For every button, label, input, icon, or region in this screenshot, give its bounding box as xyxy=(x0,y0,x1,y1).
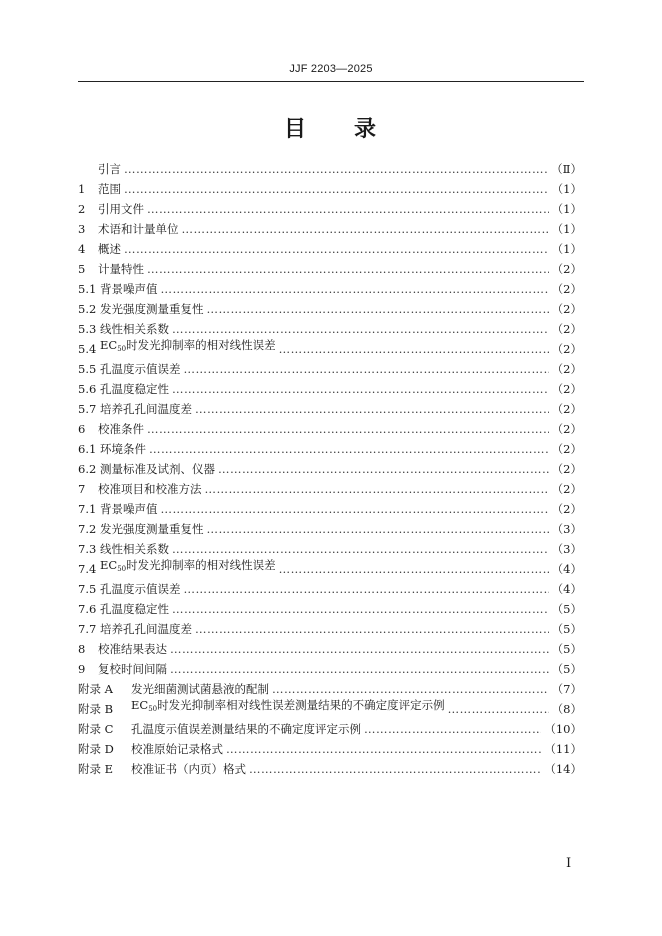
toc-entry-page: （5） xyxy=(551,602,582,616)
toc-entry-title xyxy=(98,419,144,439)
toc-entry[interactable] xyxy=(78,419,582,439)
toc-entry-number: 6 xyxy=(78,422,86,436)
toc-entry-title-text: EC xyxy=(100,338,118,352)
toc-entry[interactable] xyxy=(78,479,582,499)
toc-leader-dots xyxy=(172,599,549,619)
toc-entry[interactable] xyxy=(78,399,582,419)
toc-entry[interactable] xyxy=(78,339,582,359)
toc-leader-dots xyxy=(182,219,549,239)
toc-entry-number: 6.2 xyxy=(78,462,97,476)
toc-entry-number: 9 xyxy=(78,662,86,676)
toc-entry-page: （2） xyxy=(551,382,582,396)
toc-entry-title-text: 孔温度示值误差测量结果的不确定度评定示例 xyxy=(131,722,361,736)
toc-entry-number: 5 xyxy=(78,262,86,276)
toc-leader-dots xyxy=(170,639,549,659)
toc-entry-title xyxy=(100,499,158,519)
toc-entry-title xyxy=(100,579,181,599)
toc-entry-number: 5.5 xyxy=(78,362,97,376)
toc-entry-page: （2） xyxy=(551,502,582,516)
toc-entry[interactable] xyxy=(78,439,582,459)
toc-entry-title-text: 孔温度示值误差 xyxy=(100,362,181,376)
toc-entry-number: 7.6 xyxy=(78,602,97,616)
toc-entry-page: （2） xyxy=(551,422,582,436)
toc-entry-title-text: EC xyxy=(100,558,118,572)
toc-entry-title xyxy=(100,399,192,419)
toc-entry-title-text: 孔温度示值误差 xyxy=(100,582,181,596)
toc-entry-page: （5） xyxy=(551,662,582,676)
toc-entry-title-text: 校准项目和校准方法 xyxy=(98,482,202,496)
toc-entry-title xyxy=(131,739,223,759)
toc-entry-title xyxy=(131,759,246,779)
toc-entry-number: 附录 C xyxy=(78,722,114,736)
toc-entry-title-text: 范围 xyxy=(98,182,121,196)
toc-entry-title-text: 线性相关系数 xyxy=(100,322,169,336)
toc-entry[interactable] xyxy=(78,699,582,719)
toc-entry[interactable] xyxy=(78,639,582,659)
toc-entry-page: （2） xyxy=(551,302,582,316)
toc-entry-title-text: 术语和计量单位 xyxy=(98,222,179,236)
toc-entry[interactable] xyxy=(78,519,582,539)
toc-entry-title-text: 培养孔孔间温度差 xyxy=(100,402,192,416)
toc-entry-page: （Ⅱ） xyxy=(551,162,582,176)
toc-entry-title xyxy=(100,279,158,299)
toc-entry-number: 附录 E xyxy=(78,762,114,776)
toc-entry-title-text: 孔温度稳定性 xyxy=(100,602,169,616)
toc-entry-title-suffix: 时发光抑制率的相对线性误差 xyxy=(126,558,276,572)
toc-entry[interactable] xyxy=(78,659,582,679)
toc-entry-page: （2） xyxy=(551,402,582,416)
title-char-left: 目 xyxy=(283,116,308,142)
toc-entry[interactable] xyxy=(78,719,582,739)
toc-entry-title xyxy=(98,199,144,219)
toc-leader-dots xyxy=(147,259,549,279)
toc-entry-title-text: EC xyxy=(131,698,149,712)
page-number: I xyxy=(566,856,572,871)
toc-entry[interactable] xyxy=(78,599,582,619)
toc-entry[interactable] xyxy=(78,759,582,779)
toc-entry-title xyxy=(100,439,146,459)
toc-entry[interactable] xyxy=(78,259,582,279)
toc-entry-subscript: 50 xyxy=(148,705,158,713)
toc-leader-dots xyxy=(149,439,549,459)
toc-entry-number: 7 xyxy=(78,482,86,496)
toc-entry-title-text: 发光细菌测试菌悬液的配制 xyxy=(131,682,269,696)
toc-leader-dots xyxy=(195,619,549,639)
toc-entry-page: （7） xyxy=(551,682,582,696)
toc-entry-title xyxy=(98,219,179,239)
toc-entry-number: 7.3 xyxy=(78,542,97,556)
toc-leader-dots xyxy=(205,479,549,499)
toc-leader-dots xyxy=(195,399,549,419)
toc-entry[interactable] xyxy=(78,619,582,639)
toc-entry-subscript: 50 xyxy=(117,565,127,573)
toc-entry-page: （1） xyxy=(551,182,582,196)
toc-leader-dots xyxy=(249,759,541,779)
toc-entry-title-text: 引言 xyxy=(98,162,121,176)
toc-entry-page: （2） xyxy=(551,282,582,296)
table-of-contents xyxy=(78,159,582,779)
toc-entry-title-text: 背景噪声值 xyxy=(100,502,158,516)
toc-entry-title xyxy=(100,359,181,379)
document-code-header: JJF 2203—2025 xyxy=(289,63,373,75)
toc-leader-dots xyxy=(147,419,549,439)
toc-entry-title xyxy=(100,335,276,359)
toc-entry-title xyxy=(100,599,169,619)
toc-entry-title xyxy=(98,239,121,259)
toc-entry-title xyxy=(98,159,121,179)
toc-entry-page: （11） xyxy=(544,742,582,756)
toc-entry-title xyxy=(98,259,144,279)
toc-leader-dots xyxy=(124,239,549,259)
toc-entry-number: 5.4 xyxy=(78,342,97,356)
toc-leader-dots xyxy=(184,359,549,379)
toc-entry-page: （2） xyxy=(551,482,582,496)
toc-entry-page: （3） xyxy=(551,542,582,556)
toc-entry-title-text: 校准原始记录格式 xyxy=(131,742,223,756)
toc-entry[interactable] xyxy=(78,459,582,479)
toc-leader-dots xyxy=(448,699,549,719)
toc-entry[interactable] xyxy=(78,559,582,579)
toc-entry-page: （2） xyxy=(551,362,582,376)
toc-entry-number: 附录 B xyxy=(78,702,114,716)
toc-entry-title xyxy=(100,379,169,399)
toc-entry-page: （2） xyxy=(551,342,582,356)
toc-entry-number: 附录 D xyxy=(78,742,114,756)
toc-entry-number: 4 xyxy=(78,242,86,256)
toc-entry-number: 7.4 xyxy=(78,562,97,576)
toc-entry-title-text: 测量标准及试剂、仪器 xyxy=(100,462,215,476)
toc-entry[interactable] xyxy=(78,279,582,299)
toc-entry-page: （5） xyxy=(551,642,582,656)
toc-entry-title xyxy=(100,619,192,639)
toc-entry-subscript: 50 xyxy=(117,345,127,353)
toc-entry-number: 7.2 xyxy=(78,522,97,536)
toc-entry-number: 5.6 xyxy=(78,382,97,396)
toc-entry-title xyxy=(100,519,204,539)
toc-entry-page: （2） xyxy=(551,442,582,456)
toc-entry-page: （1） xyxy=(551,202,582,216)
toc-entry-title-text: 概述 xyxy=(98,242,121,256)
toc-entry-number: 5.1 xyxy=(78,282,97,296)
toc-entry[interactable] xyxy=(78,239,582,259)
toc-entry[interactable] xyxy=(78,199,582,219)
toc-entry-title-text: 发光强度测量重复性 xyxy=(100,302,204,316)
toc-entry-number: 3 xyxy=(78,222,86,236)
toc-entry-title-text: 环境条件 xyxy=(100,442,146,456)
toc-entry-page: （2） xyxy=(551,262,582,276)
toc-entry[interactable] xyxy=(78,579,582,599)
toc-leader-dots xyxy=(147,199,549,219)
toc-entry[interactable] xyxy=(78,159,582,179)
toc-entry-page: （1） xyxy=(551,222,582,236)
toc-entry-title xyxy=(98,179,121,199)
toc-entry-title xyxy=(98,659,167,679)
toc-entry[interactable] xyxy=(78,379,582,399)
toc-entry-number: 7.5 xyxy=(78,582,97,596)
toc-entry-page: （5） xyxy=(551,622,582,636)
toc-entry-number: 8 xyxy=(78,642,86,656)
toc-entry[interactable] xyxy=(78,739,582,759)
toc-entry-title xyxy=(131,695,445,719)
toc-leader-dots xyxy=(279,559,549,579)
toc-entry-number: 7.1 xyxy=(78,502,97,516)
toc-entry-title xyxy=(100,459,215,479)
toc-entry-number: 1 xyxy=(78,182,86,196)
toc-leader-dots xyxy=(279,339,549,359)
toc-entry-title-text: 计量特性 xyxy=(98,262,144,276)
toc-entry-number: 6.1 xyxy=(78,442,97,456)
toc-leader-dots xyxy=(364,719,541,739)
toc-entry-page: （1） xyxy=(551,242,582,256)
toc-leader-dots xyxy=(170,659,549,679)
toc-entry-title-text: 引用文件 xyxy=(98,202,144,216)
toc-entry-title-text: 校准结果表达 xyxy=(98,642,167,656)
toc-entry-title-text: 校准条件 xyxy=(98,422,144,436)
toc-leader-dots xyxy=(161,279,549,299)
header-rule xyxy=(78,81,584,82)
toc-entry-page: （4） xyxy=(551,582,582,596)
toc-entry-title-text: 培养孔孔间温度差 xyxy=(100,622,192,636)
toc-entry-title xyxy=(100,555,276,579)
toc-leader-dots xyxy=(124,179,549,199)
toc-entry-page: （2） xyxy=(551,322,582,336)
toc-leader-dots xyxy=(161,499,549,519)
toc-entry-page: （10） xyxy=(544,722,582,736)
toc-entry-page: （8） xyxy=(551,702,582,716)
toc-leader-dots xyxy=(124,159,548,179)
toc-entry[interactable] xyxy=(78,499,582,519)
page-title xyxy=(0,112,662,143)
toc-entry-number: 附录 A xyxy=(78,682,113,696)
toc-leader-dots xyxy=(218,459,549,479)
toc-entry-title xyxy=(100,299,204,319)
toc-entry-title-suffix: 时发光抑制率相对线性误差测量结果的不确定度评定示例 xyxy=(157,698,445,712)
toc-entry-title xyxy=(98,639,167,659)
toc-entry-title-text: 复校时间间隔 xyxy=(98,662,167,676)
toc-entry-number: 5.7 xyxy=(78,402,97,416)
toc-entry-number: 5.3 xyxy=(78,322,97,336)
toc-entry-title-text: 校准证书（内页）格式 xyxy=(131,762,246,776)
toc-entry-title-text: 线性相关系数 xyxy=(100,542,169,556)
toc-leader-dots xyxy=(226,739,541,759)
toc-entry-title-suffix: 时发光抑制率的相对线性误差 xyxy=(126,338,276,352)
toc-entry[interactable] xyxy=(78,299,582,319)
toc-leader-dots xyxy=(184,579,549,599)
title-char-right: 录 xyxy=(354,116,379,142)
toc-entry-title-text: 背景噪声值 xyxy=(100,282,158,296)
toc-leader-dots xyxy=(207,299,549,319)
toc-entry-page: （14） xyxy=(544,762,582,776)
toc-entry-page: （2） xyxy=(551,462,582,476)
toc-entry-title-text: 发光强度测量重复性 xyxy=(100,522,204,536)
toc-entry-number: 2 xyxy=(78,202,86,216)
toc-entry-title xyxy=(98,479,202,499)
toc-entry[interactable] xyxy=(78,179,582,199)
toc-entry-page: （4） xyxy=(551,562,582,576)
toc-entry[interactable] xyxy=(78,219,582,239)
toc-entry-number: 7.7 xyxy=(78,622,97,636)
toc-entry-title-text: 孔温度稳定性 xyxy=(100,382,169,396)
toc-leader-dots xyxy=(207,519,549,539)
toc-entry[interactable] xyxy=(78,359,582,379)
toc-entry-title xyxy=(131,719,361,739)
toc-leader-dots xyxy=(172,379,549,399)
toc-entry-number: 5.2 xyxy=(78,302,97,316)
toc-entry-page: （3） xyxy=(551,522,582,536)
